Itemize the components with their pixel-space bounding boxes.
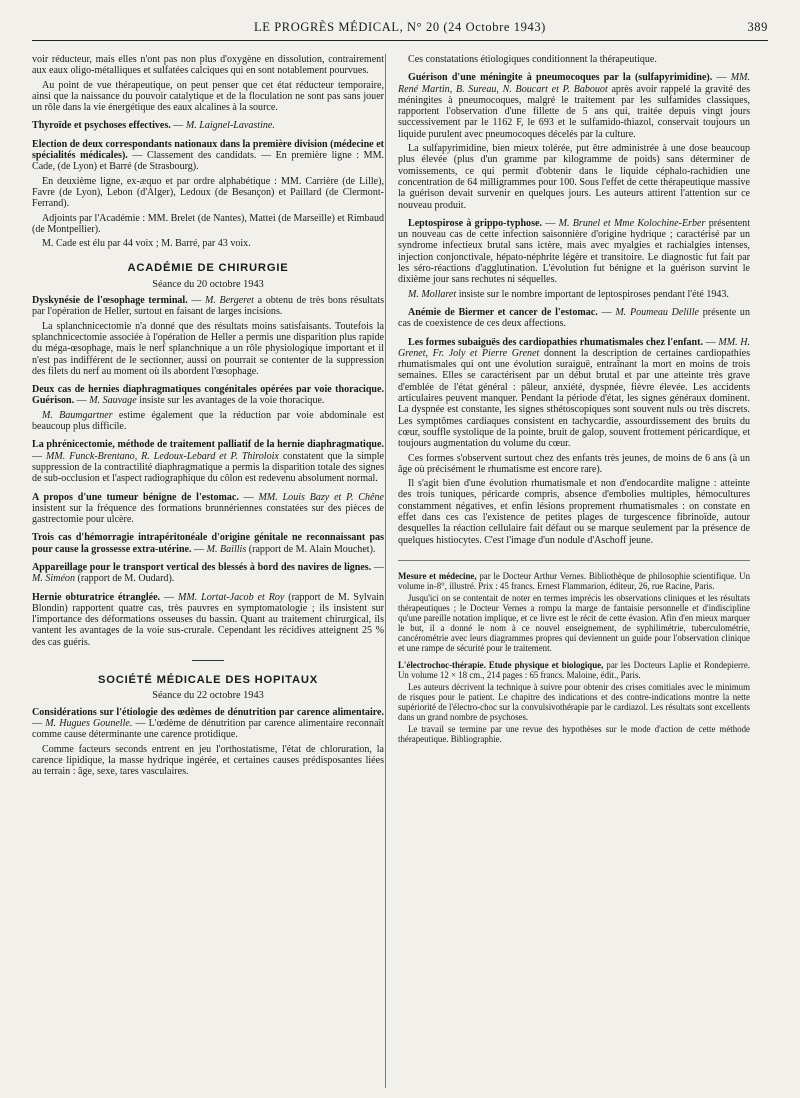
article-title: Trois cas d'hémorragie intrapéritonéale d'origine génitale ne reconnaissant pas pour cause la grossesse extra-utérine. <box>32 532 384 555</box>
paragraph: En deuxième ligne, ex-æquo et par ordre alphabétique : MM. Carrière (de Lille), Favre (de Lyon), Lebon (d'Alger), Ledoux (de Besançon) et Paillard (de Clermont-Ferrand). <box>32 175 384 210</box>
article-text: (rapport de M. Oudard). <box>77 573 175 585</box>
article-leptospirose: Leptospirose à grippo-typhose. — M. Brunel et Mme Kolochine-Erber présentent un nouveau cas de cette infection saisonnière d'origine hydrique ; caractérisé par un syndrome infectieux brutal sans ictère, mais avec myalgies et rachialgies intenses, injection conjonctivale, hépato-néphrite légère et transitoire. Le diagnostic fut fait par les séro-réactions d'agglutination. L'évolution fut bénigne et la guérison survint le dixième jour sans rechutes ni séquelles. <box>398 217 750 286</box>
article-author: MM. Louis Bazy et P. Chêne <box>258 491 384 503</box>
article-text: insiste sur le nombre important de leptospiroses pendant l'été 1943. <box>458 288 729 300</box>
article-thyroide: Thyroïde et psychoses effectives. — M. Laignel-Lavastine. <box>32 120 275 132</box>
article-text: présente un cas de coexistence de ces deux affections. <box>398 306 750 330</box>
article-dyskynesie: Dyskynésie de l'œsophage terminal. — M. Bergeret a obtenu de très bons résultats par l'opération de Heller, surtout en faisant de larges incisions. <box>32 295 385 318</box>
seance-date: Séance du 20 octobre 1943 <box>152 278 264 290</box>
article-title: Deux cas de hernies diaphragmatiques congénitales opérées par voie thoracique. Guérison. <box>32 384 384 407</box>
article-author: MM. Funck-Brentano, R. Ledoux-Lebard et P. Thiroloix <box>46 450 279 462</box>
section-heading-societe: SOCIÉTÉ MÉDICALE DES HOPITAUX <box>97 674 319 687</box>
paragraph: La splanchnicectomie n'a donné que des résultats moins satisfaisants. Toutefois la splanchnicectomie associée à l'opération de Heller a permis une disparition plus rapide du méga-œsophage, mais le nerf splanchnique a un rôle physiologique important et il n'est pas indifférent de le sectionner, aussi on pourrait se contenter de la suppression des filets du nerf au moment où ils abordent l'œsophage. <box>32 320 384 377</box>
review-text: Jusqu'ici on se contentait de noter en termes imprécis les observations cliniques et les résultats thérapeutiques ; le Docteur Vernes a rompu la marge de fantaisie personnelle et d'indiscipline qu'une pareille notation implique, et ce livre est le récit de cette évasion. Afin d'en mieux marquer le but, il a donné le nom à ce nouvel enseignement, de syphilimétrie, tuberculométrie, cancérométrie avec leurs diagrammes propres qui deviennent un guide pour l'observation clinique et une rampe de sécurité pour le traitement. <box>398 592 750 653</box>
section-heading-academie: ACADÉMIE DE CHIRURGIE <box>127 262 289 275</box>
article-hernies: Deux cas de hernies diaphragmatiques congénitales opérées par voie thoracique. Guérison. — M. Sauvage insiste sur les avantages de la voie thoracique. <box>32 384 384 407</box>
article-title: Anémie de Biermer et cancer de l'estomac. <box>408 306 598 318</box>
paragraph <box>398 289 750 300</box>
article-text: après avoir rappelé la gravité des méningites à pneumocoques, malgré le traitement par les sulfamides classiques, rapportent l'observation d'une fillette de 5 ans qui, traitée depuis vingt jours successivement par le 1162 F, le 693 et le sulfamido-thiazol, conservait toujours un liquide purulent avec pneumocoques décelés par la culture. <box>398 83 751 140</box>
article-author: M. Laignel-Lavastine. <box>185 120 275 132</box>
review-title: Mesure et médecine, <box>398 570 477 581</box>
article-author: M. Baumgartner <box>42 409 113 421</box>
paragraph: La sulfapyrimidine, bien mieux tolérée, put être administrée à une dose beaucoup plus élevée (plus d'un gramme par kilogramme de poids) sans déterminer de vomissements, ce qui permit d'obtenir dans le liquide céphalo-rachidien une concentration de 64 milligrammes pour 100. Sous l'effet de cette thérapeutique massive la guérison devait survenir en quelques jours. Les auteurs attirent l'attention sur ce nouveau produit. <box>398 143 750 211</box>
article-author: M. Brunel et Mme Kolochine-Erber <box>558 217 706 229</box>
review-electrochoc <box>398 660 750 680</box>
article-text: insiste sur les avantages de la voie thoracique. <box>139 395 325 407</box>
article-author: M. Sauvage <box>89 395 137 407</box>
paragraph: Ces formes s'observent surtout chez des enfants très jeunes, de moins de 6 ans (à un âge où précisément le rhumatisme est encore rare). <box>398 452 750 475</box>
left-column <box>32 54 384 780</box>
article-title: La phrénicectomie, méthode de traitement palliatif de la hernie diaphragmatique. <box>32 439 384 451</box>
page-number: 389 <box>747 20 768 34</box>
article-author: MM. René Martin, B. Sureau, N. Boucart et P. Babouot <box>398 72 750 95</box>
article-title: Hernie obturatrice étranglée. <box>32 591 161 603</box>
article-text: — Classement des candidats. — En première ligne : MM. Cade, (de Lyon) et Barré (de Strasbourg). <box>32 150 385 173</box>
paragraph: Ces constatations étiologiques conditionnent la thérapeutique. <box>408 54 657 65</box>
article-title: Les formes subaiguës des cardiopathies rhumatismales chez l'enfant. <box>408 336 704 348</box>
column-divider <box>385 54 386 1088</box>
review-mesure <box>398 571 750 591</box>
article-considerations: Considérations sur l'étiologie des œdèmes de dénutrition par carence alimentaire. — M. Hugues Gounelle. — L'œdème de dénutrition par carence alimentaire reconnaît comme cause déterminante une carence protidique. <box>32 706 385 741</box>
article-appareillage: Appareillage pour le transport vertical des blessés à bord des navires de lignes. — M. Siméon (rapport de M. Oudard). <box>32 561 384 585</box>
seance-date: Séance du 22 octobre 1943 <box>152 690 264 702</box>
article-text: constatent que la simple suppression de la contractilité diaphragmatique a permis la disparition totale des signes de sub-occlusion et l'aspect radiographique du côlon est redevenu absolument normal. <box>32 450 385 485</box>
right-column <box>398 54 750 746</box>
section-rule <box>192 660 224 661</box>
article-election <box>32 139 384 173</box>
article-text: insistent sur la fréquence des formations brunnériennes constatées sur des pièces de gastrectomie pour ulcère. <box>32 502 384 526</box>
review-publication: par le Docteur Arthur Vernes. Bibliothèque de philosophie scientifique. Un volume in-8°, illustré. Prix : 45 francs. Ernest Flammarion, éditeur, 26, rue Racine, Paris. <box>398 570 751 591</box>
article-author: M. Baillis <box>206 543 247 555</box>
review-publication: par les Docteurs Laplie et Rondepierre. Un volume 12 × 18 cm., 214 pages : 65 francs. Maloine, édit., Paris. <box>398 659 751 680</box>
article-text: présentent un nouveau cas de cette infection saisonnière d'origine hydrique ; caractérisé par un syndrome infectieux brutal sans ictère, mais avec myalgies et rachialgies intenses, injection conjonctivale, hépato-néphrite légère et transitoire. Le diagnostic fut fait par les séro-réactions d'agglutination. L'évolution fut bénigne et la guérison survint le dixième jour sans rechutes ni séquelles. <box>398 217 750 286</box>
article-author: M. Poumeau Delille <box>615 306 699 318</box>
review-text: Le travail se termine par une revue des hypothèses sur le mode d'action de cette méthode thérapeutique. Bibliographie. <box>398 723 750 744</box>
article-author: MM. H. Grenet, Fr. Joly et Pierre Grenet <box>398 336 750 359</box>
article-text: a obtenu de très bons résultats par l'opération de Heller, surtout en faisant de larges incisions. <box>32 295 385 318</box>
article-text: estime également que la réduction par voie abdominale est beaucoup plus difficile. <box>32 409 384 433</box>
article-text: donnent la description de certaines cardiopathies rhumatismales qui ont une évolution suraiguë, entraînant la mort en moins de trois semaines. Elles se caractérisent par un début brutal et par une atteinte très grave d'emblée de l'état général : pâleur, anxiété, dyspnée, fièvre élevée. Les accidents articulaires peuvent manquer. Pendant la période d'état, les signes généraux dominent. La dyspnée est constante, les signes sthétoscopiques sont souvent nuls ou très discrets. Les symptômes cardiaques consistent en tachycardie, assourdissement des bruits du cœur, souffle systolique de la pointe, bruit de galop, souvent frottement péricardique, et toujours augmentation du volume du cœur. <box>398 347 750 450</box>
article-guerison: Guérison d'une méningite à pneumocoques par la (sulfapyrimidine). — MM. René Martin, B. Sureau, N. Boucart et P. Babouot après avoir rappelé la gravité des méningites à pneumocoques, malgré le traitement par les sulfamides classiques, rapportent l'observation d'une fillette de 5 ans qui, traitée depuis vingt jours successivement par le 1162 F, le 693 et le sulfamido-thiazol, conservait toujours un liquide purulent avec pneumocoques décelés par la culture. <box>398 72 751 140</box>
paragraph: Il s'agit bien d'une évolution rhumatismale et non d'endocardite maligne : atteinte des trois tuniques, péricarde compris, absence d'embolies multiples, hémocultures constamment négatives, et enfin lésions proprement rhumatismales : on constate en effet dans ces cas l'existence de petites plages de turgescence fibrinoïde, autour desquelles la réaction cellulaire fait défaut ou se marque seulement par la présence de quelques histiocytes. C'est l'image d'un nodule d'Aschoff jeune. <box>398 478 750 546</box>
article-title: Considérations sur l'étiologie des œdèmes de dénutrition par carence alimentaire. <box>32 706 384 718</box>
journal-title: LE PROGRÈS MÉDICAL, N° 20 (24 Octobre 1943) <box>254 20 546 34</box>
review-title: L'électrochoc-thérapie. Etude physique et biologique, <box>398 659 604 670</box>
paragraph: Adjoints par l'Académie : MM. Brelet (de Nantes), Mattei (de Marseille) et Rimbaud (de Montpellier). <box>32 212 384 235</box>
article-text: (rapport de M. Alain Mouchet). <box>248 543 376 555</box>
article-author: M. Mollaret <box>408 288 457 300</box>
paragraph <box>32 410 384 433</box>
book-reviews <box>398 571 750 744</box>
paragraph: Comme facteurs seconds entrent en jeu l'orthostatisme, l'état de chloruration, la carence lipidique, la masse hydrique ingérée, et certaines causes prédisposantes liées au terrain : âge, sexe, tares vasculaires. <box>32 743 384 778</box>
article-phrenicectomie: La phrénicectomie, méthode de traitement palliatif de la hernie diaphragmatique. — MM. Funck-Brentano, R. Ledoux-Lebard et P. Thiroloix constatent que la simple suppression de la contractilité diaphragmatique a permis la disparition totale des signes de sub-occlusion et l'aspect radiographique du côlon est redevenu absolument normal. <box>32 439 385 485</box>
article-title: Thyroïde et psychoses effectives. <box>32 120 171 132</box>
article-tumeur: A propos d'une tumeur bénigne de l'estomac. — MM. Louis Bazy et P. Chêne insistent sur la fréquence des formations brunnériennes constatées sur des pièces de gastrectomie pour ulcère. <box>32 491 384 526</box>
article-text: (rapport de M. Sylvain Blondin) rapportent quatre cas, très pauvres en symptomatologie ; ils insistent sur l'importance des déformations osseuses du bassin. Quant au traitement chirurgical, ils vantent les avantages de la voie sus-crurale. Cependant les récidives atteignent 25 % des cas guéris. <box>32 591 384 648</box>
article-title: Appareillage pour le transport vertical des blessés à bord des navires de lignes. <box>32 561 372 573</box>
article-title: Guérison d'une méningite à pneumocoques par la (sulfapyrimidine). <box>408 72 713 84</box>
article-title: Dyskynésie de l'œsophage terminal. <box>32 295 188 307</box>
paragraph: Au point de vue thérapeutique, on peut penser que cet état réducteur temporaire, ainsi que la naissance du pouvoir catalytique et de la floculation ne sont pas sans jouer un rôle dans la vie énergétique des eaux alcalines à la source. <box>32 79 384 114</box>
paragraph: M. Cade est élu par 44 voix ; M. Barré, par 43 voix. <box>42 238 251 250</box>
article-anemie: Anémie de Biermer et cancer de l'estomac. — M. Poumeau Delille présente un cas de coexistence de ces deux affections. <box>398 306 750 330</box>
article-author: M. Bergeret <box>205 295 254 307</box>
article-hemorragie: Trois cas d'hémorragie intrapéritonéale d'origine génitale ne reconnaissant pas pour cause la grossesse extra-utérine. — M. Baillis (rapport de M. Alain Mouchet). <box>32 532 384 555</box>
running-header <box>32 18 768 41</box>
article-author: M. Siméon <box>32 573 75 585</box>
article-hernie-obturatrice: Hernie obturatrice étranglée. — MM. Lortat-Jacob et Roy (rapport de M. Sylvain Blondin) rapportent quatre cas, très pauvres en symptomatologie ; ils insistent sur l'importance des déformations osseuses du bassin. Quant au traitement chirurgical, ils vantent les avantages de la voie sus-crurale. Cependant les récidives atteignent 25 % des cas guéris. <box>32 591 384 648</box>
article-author: MM. Lortat-Jacob et Roy <box>177 591 285 603</box>
article-title: Leptospirose à grippo-typhose. <box>408 217 542 229</box>
section-rule <box>398 560 750 561</box>
article-title: A propos d'une tumeur bénigne de l'estomac. <box>32 491 239 503</box>
article-author: M. Hugues Gounelle. <box>45 717 133 729</box>
article-title: Election de deux correspondants nationaux dans la première division (médecine et spécialités médicales). <box>32 138 384 162</box>
article-text: — L'œdème de dénutrition par carence alimentaire reconnaît comme cause déterminante une carence protidique. <box>32 717 385 741</box>
paragraph: voir réducteur, mais elles n'ont pas non plus d'oxygène en dissolution, contrairement aux eaux oligo-métalliques et sulfatées calciques qui en sont notablement pourvues. <box>32 54 384 77</box>
review-text: Les auteurs décrivent la technique à suivre pour obtenir des crises comitiales avec le minimum de risques pour le patient. Le chapitre des indications et des contre-indications montre la nette supériorité de l'électro-choc sur la convulsivothérapie par le cardiazol. Les résultats sont excellents dans un grand nombre de psychoses. <box>398 681 750 722</box>
article-formes: Les formes subaiguës des cardiopathies rhumatismales chez l'enfant. — MM. H. Grenet, Fr. Joly et Pierre Grenet donnent la description de certaines cardiopathies rhumatismales qui ont une évolution suraiguë, entraînant la mort en moins de trois semaines. Elles se caractérisent par un début brutal et par une atteinte très grave d'emblée de l'état général : pâleur, anxiété, dyspnée, fièvre élevée. Les accidents articulaires peuvent manquer. Pendant la période d'état, les signes généraux dominent. La dyspnée est constante, les signes sthétoscopiques sont souvent nuls ou très discrets. Les symptômes cardiaques consistent en tachycardie, assourdissement des bruits du cœur, souffle systolique de la pointe, bruit de galop, souvent frottement péricardique, et toujours augmentation du volume du cœur. <box>398 336 750 450</box>
